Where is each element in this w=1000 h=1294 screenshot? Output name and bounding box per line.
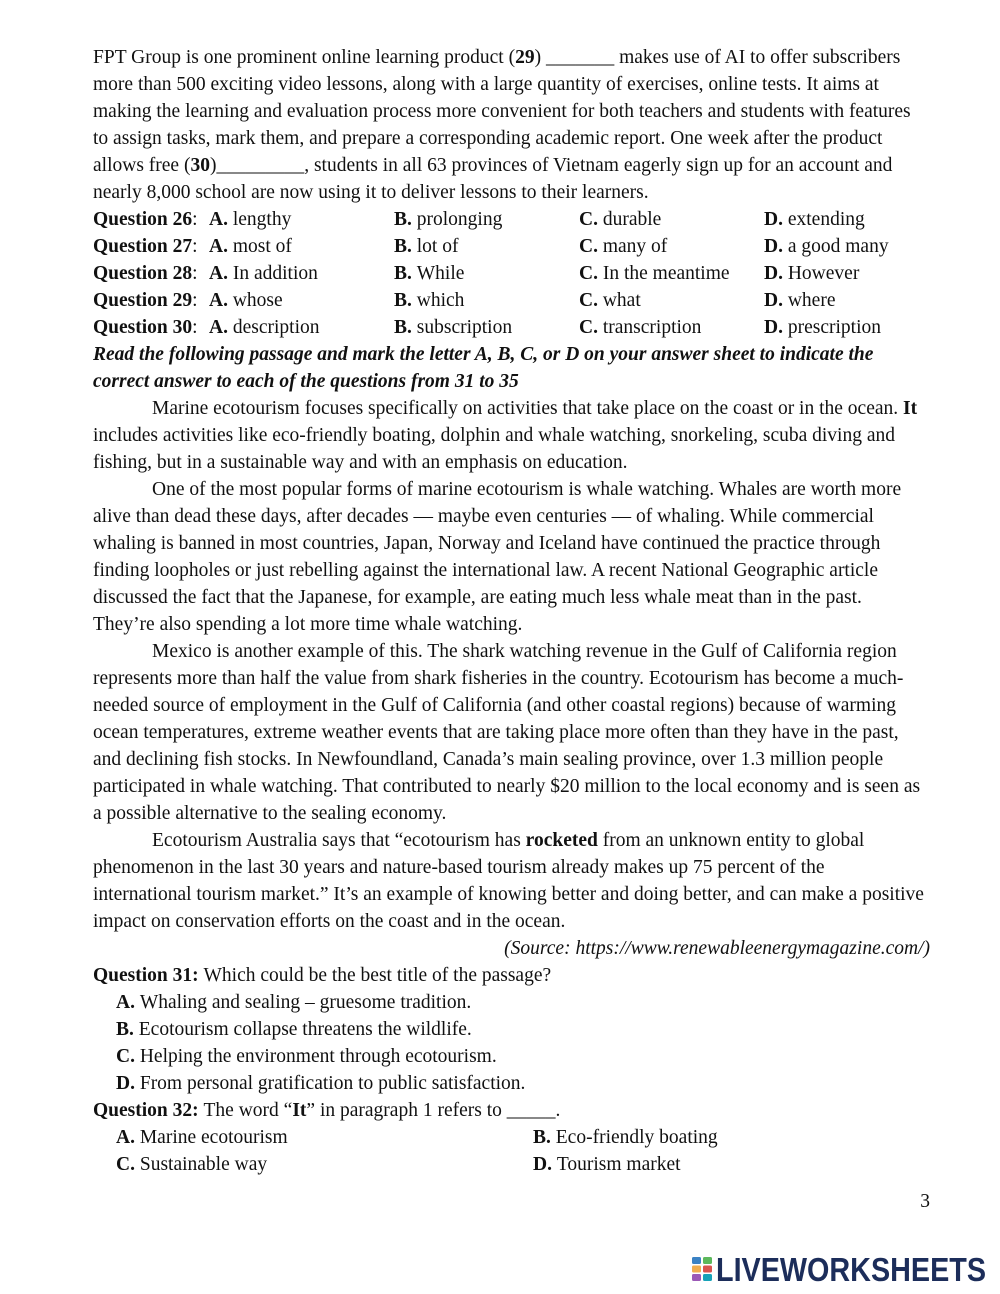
option-letter: B. bbox=[533, 1126, 551, 1148]
logo-tile bbox=[703, 1257, 712, 1264]
question-32-option-a bbox=[116, 1124, 288, 1151]
logo-tile bbox=[692, 1274, 701, 1281]
paragraph-3-line-6: participated in whale watching. That contributed to nearly $20 million to the local economy and is seen as bbox=[93, 775, 921, 797]
question-29 bbox=[0, 287, 1000, 314]
option-a bbox=[209, 260, 318, 287]
question-stem-keyword: It bbox=[292, 1099, 307, 1121]
question-colon: : bbox=[192, 316, 198, 338]
question-31-option-c bbox=[116, 1043, 497, 1070]
question-colon: : bbox=[192, 208, 198, 230]
question-number: Question 30 bbox=[93, 316, 193, 338]
paragraph-4-line-1 bbox=[152, 827, 864, 854]
option-a bbox=[209, 314, 320, 341]
option-text: most of bbox=[232, 235, 292, 257]
option-text: where bbox=[787, 289, 836, 311]
cloze-line-3: making the learning and evaluation process more convenient for both teachers and students with features bbox=[93, 100, 911, 122]
question-number: Question 26 bbox=[93, 208, 193, 230]
paragraph-2-line-5: discussed the fact that the Japanese, for example, are eating much less whale meat than in the past. bbox=[93, 586, 862, 608]
option-letter: D. bbox=[764, 316, 783, 338]
question-31-option-a bbox=[116, 989, 471, 1016]
option-letter: C. bbox=[579, 289, 598, 311]
paragraph-1-line-2: includes activities like eco-friendly boating, dolphin and whale watching, snorkeling, scuba diving and bbox=[93, 424, 896, 446]
reading-instruction-line-2: correct answer to each of the questions from 31 to 35 bbox=[93, 370, 519, 392]
option-b bbox=[394, 260, 464, 287]
option-text: Whaling and sealing – gruesome tradition. bbox=[139, 991, 472, 1013]
option-b bbox=[394, 206, 502, 233]
option-text: From personal gratification to public satisfaction. bbox=[139, 1072, 526, 1094]
option-letter: D. bbox=[764, 235, 783, 257]
option-text: Eco-friendly boating bbox=[555, 1126, 718, 1148]
option-d bbox=[764, 287, 835, 314]
logo-tile bbox=[692, 1257, 701, 1264]
cloze-line-2: more than 500 exciting video lessons, along with a large quantity of exercises, online tests. It aims at bbox=[93, 73, 879, 95]
paragraph-1-line-3: fishing, but in a sustainable way and with an emphasis on education. bbox=[93, 451, 628, 473]
question-28 bbox=[0, 260, 1000, 287]
paragraph-4-line-2: phenomenon in the last 30 years and nature-based tourism already makes up 75 percent of the bbox=[93, 856, 825, 878]
option-letter: B. bbox=[394, 208, 412, 230]
option-text: which bbox=[416, 289, 465, 311]
option-text: Marine ecotourism bbox=[139, 1126, 288, 1148]
paragraph-2-line-1: One of the most popular forms of marine ecotourism is whale watching. Whales are worth more bbox=[152, 478, 902, 500]
option-d bbox=[764, 314, 881, 341]
question-stem: ” in paragraph 1 refers to _____. bbox=[306, 1099, 561, 1121]
question-label bbox=[93, 314, 198, 341]
paragraph-3-line-3: needed source of employment in the Gulf of California (and other coastal regions) because of warming bbox=[93, 694, 897, 716]
paragraph-4-line-4: impact on conservation efforts on the coast and in the ocean. bbox=[93, 910, 566, 932]
question-colon: : bbox=[192, 289, 198, 311]
paragraph-2-line-6: They’re also spending a lot more time whale watching. bbox=[93, 613, 523, 635]
question-label bbox=[93, 233, 198, 260]
option-text: subscription bbox=[416, 316, 513, 338]
option-text: Sustainable way bbox=[139, 1153, 268, 1175]
liveworksheets-logo-icon bbox=[692, 1257, 712, 1281]
option-text: Tourism market bbox=[556, 1153, 681, 1175]
option-text: lengthy bbox=[232, 208, 292, 230]
paragraph-3-line-2: represents more than half the value from shark fisheries in the country. Ecotourism has become a much- bbox=[93, 667, 904, 689]
option-text: description bbox=[232, 316, 320, 338]
question-31-option-d bbox=[116, 1070, 525, 1097]
keyword-rocketed: rocketed bbox=[525, 829, 598, 851]
option-c bbox=[579, 233, 667, 260]
cloze-text: )_________, students in all 63 provinces of Vietnam eagerly sign up for an account and bbox=[209, 154, 893, 176]
question-32-option-c bbox=[116, 1151, 267, 1178]
option-letter: C. bbox=[579, 235, 598, 257]
option-b bbox=[394, 233, 458, 260]
paragraph-1-line-1 bbox=[152, 395, 917, 422]
option-text: extending bbox=[787, 208, 865, 230]
paragraph-2-line-3: whaling is banned in most countries, Japan, Norway and Iceland have continued the practice through bbox=[93, 532, 881, 554]
option-letter: A. bbox=[209, 316, 228, 338]
cloze-line-1 bbox=[93, 44, 900, 71]
question-number: Question 31: bbox=[93, 964, 199, 986]
option-d bbox=[764, 206, 865, 233]
question-stem: The word “ bbox=[203, 1099, 293, 1121]
option-text: lot of bbox=[416, 235, 459, 257]
option-text: what bbox=[602, 289, 641, 311]
option-c bbox=[579, 287, 641, 314]
question-number: Question 32: bbox=[93, 1099, 199, 1121]
option-text: In the meantime bbox=[602, 262, 730, 284]
option-letter: B. bbox=[394, 289, 412, 311]
question-label bbox=[93, 287, 198, 314]
passage-text: Marine ecotourism focuses specifically on activities that take place on the coast or in the ocean. bbox=[152, 397, 904, 419]
option-text: prescription bbox=[787, 316, 881, 338]
paragraph-4-line-3: international tourism market.” It’s an example of knowing better and doing better, and can make a positive bbox=[93, 883, 924, 905]
option-letter: C. bbox=[579, 316, 598, 338]
question-stem: Which could be the best title of the passage? bbox=[203, 964, 552, 986]
option-text: Ecotourism collapse threatens the wildlife. bbox=[138, 1018, 472, 1040]
cloze-line-6: nearly 8,000 school are now using it to deliver lessons to their learners. bbox=[93, 181, 649, 203]
referent-it: It bbox=[903, 397, 918, 419]
question-26 bbox=[0, 206, 1000, 233]
question-32-options-row-2 bbox=[0, 1151, 1000, 1178]
option-letter: B. bbox=[394, 316, 412, 338]
question-colon: : bbox=[192, 262, 198, 284]
question-label bbox=[93, 260, 198, 287]
option-c bbox=[579, 206, 661, 233]
paragraph-3-line-7: a possible alternative to the sealing economy. bbox=[93, 802, 447, 824]
option-letter: D. bbox=[764, 262, 783, 284]
passage-text: from an unknown entity to global bbox=[597, 829, 865, 851]
blank-29-number: 29 bbox=[515, 46, 535, 68]
question-number: Question 29 bbox=[93, 289, 193, 311]
question-number: Question 27 bbox=[93, 235, 193, 257]
option-b bbox=[394, 287, 464, 314]
option-c bbox=[579, 260, 730, 287]
question-label bbox=[93, 206, 198, 233]
question-27 bbox=[0, 233, 1000, 260]
option-text: durable bbox=[602, 208, 662, 230]
cloze-text: allows free ( bbox=[93, 154, 191, 176]
paragraph-2-line-2: alive than dead these days, after decades — maybe even centuries — of whaling. While commercial bbox=[93, 505, 874, 527]
question-32-option-b bbox=[533, 1124, 718, 1151]
question-30 bbox=[0, 314, 1000, 341]
option-text: a good many bbox=[787, 235, 889, 257]
question-32 bbox=[93, 1097, 560, 1124]
option-letter: C. bbox=[579, 208, 598, 230]
logo-tile bbox=[692, 1266, 701, 1273]
option-d bbox=[764, 260, 859, 287]
logo-wordmark: LIVEWORKSHEETS bbox=[716, 1252, 986, 1289]
cloze-line-4: to assign tasks, mark them, and prepare a corresponding academic report. One week after the product bbox=[93, 127, 883, 149]
option-letter: A. bbox=[209, 235, 228, 257]
option-letter: B. bbox=[394, 235, 412, 257]
option-letter: D. bbox=[764, 208, 783, 230]
blank-30-number: 30 bbox=[190, 154, 210, 176]
option-a bbox=[209, 206, 291, 233]
option-letter: A. bbox=[209, 262, 228, 284]
cloze-text: ) _______ makes use of AI to offer subscribers bbox=[534, 46, 901, 68]
option-text: prolonging bbox=[416, 208, 503, 230]
logo-tile bbox=[703, 1266, 712, 1273]
option-a bbox=[209, 233, 292, 260]
cloze-line-5 bbox=[93, 152, 892, 179]
option-text: whose bbox=[232, 289, 283, 311]
option-letter: C. bbox=[116, 1153, 135, 1175]
option-letter: B. bbox=[394, 262, 412, 284]
option-letter: A. bbox=[209, 289, 228, 311]
option-a bbox=[209, 287, 283, 314]
cloze-text: FPT Group is one prominent online learning product ( bbox=[93, 46, 516, 68]
option-letter: D. bbox=[533, 1153, 552, 1175]
option-letter: D. bbox=[116, 1072, 135, 1094]
option-text: However bbox=[787, 262, 860, 284]
paragraph-3-line-5: and declining fish stocks. In Newfoundland, Canada’s main sealing province, over 1.3 million people bbox=[93, 748, 884, 770]
option-letter: B. bbox=[116, 1018, 134, 1040]
page-number: 3 bbox=[920, 1190, 930, 1212]
option-d bbox=[764, 233, 889, 260]
option-text: Helping the environment through ecotourism. bbox=[139, 1045, 497, 1067]
option-letter: D. bbox=[764, 289, 783, 311]
option-text: In addition bbox=[232, 262, 318, 284]
logo-tile bbox=[703, 1274, 712, 1281]
option-text: While bbox=[416, 262, 465, 284]
question-number: Question 28 bbox=[93, 262, 193, 284]
option-letter: C. bbox=[579, 262, 598, 284]
question-32-options-row-1 bbox=[0, 1124, 1000, 1151]
question-32-option-d bbox=[533, 1151, 681, 1178]
question-31-option-b bbox=[116, 1016, 472, 1043]
option-text: many of bbox=[602, 235, 668, 257]
passage-text: Ecotourism Australia says that “ecotourism has bbox=[152, 829, 526, 851]
option-letter: A. bbox=[116, 991, 135, 1013]
option-letter: C. bbox=[116, 1045, 135, 1067]
option-b bbox=[394, 314, 512, 341]
option-letter: A. bbox=[116, 1126, 135, 1148]
paragraph-3-line-1: Mexico is another example of this. The shark watching revenue in the Gulf of California region bbox=[152, 640, 897, 662]
paragraph-2-line-4: finding loopholes or just rebelling against the international law. A recent National Geographic article bbox=[93, 559, 878, 581]
passage-source: (Source: https://www.renewableenergymagazine.com/) bbox=[504, 937, 930, 959]
option-text: transcription bbox=[602, 316, 702, 338]
paragraph-3-line-4: ocean temperatures, extreme weather events that are taking place more often than they have in the past, bbox=[93, 721, 899, 743]
option-letter: A. bbox=[209, 208, 228, 230]
reading-instruction-line-1: Read the following passage and mark the letter A, B, C, or D on your answer sheet to indicate the bbox=[93, 343, 874, 365]
question-colon: : bbox=[192, 235, 198, 257]
liveworksheets-logo bbox=[692, 1253, 988, 1287]
option-c bbox=[579, 314, 701, 341]
question-31 bbox=[93, 962, 551, 989]
